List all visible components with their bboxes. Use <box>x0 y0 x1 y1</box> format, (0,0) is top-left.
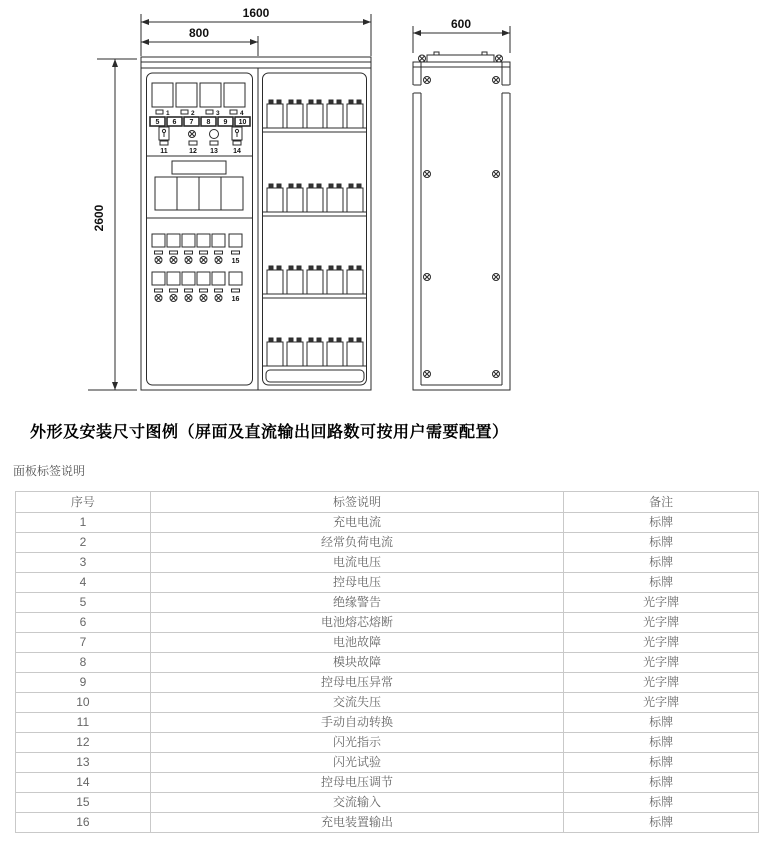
push-button-icon <box>210 130 219 139</box>
table-row <box>16 733 759 753</box>
cell-remark: 标牌 <box>564 573 759 593</box>
table-row <box>16 593 759 613</box>
battery-shelf-2 <box>263 184 366 216</box>
cell-label-description: 模块故障 <box>150 653 563 673</box>
cell-remark: 标牌 <box>564 533 759 553</box>
dim-800-label: 800 <box>188 26 210 40</box>
breaker-row-ac-input <box>152 234 242 265</box>
cell-label-description: 控母电压异常 <box>150 673 563 693</box>
table-row <box>16 813 759 833</box>
meter-1 <box>152 83 173 107</box>
cell-label-description: 手动自动转换 <box>150 713 563 733</box>
cell-remark: 光字牌 <box>564 653 759 673</box>
cell-remark: 标牌 <box>564 553 759 573</box>
svg-text:14: 14 <box>233 148 241 155</box>
cell-label-description: 充电电流 <box>150 513 563 533</box>
battery-bay <box>263 100 366 382</box>
svg-text:5: 5 <box>155 119 160 126</box>
svg-text:11: 11 <box>160 148 168 155</box>
cell-label-description: 经常负荷电流 <box>150 533 563 553</box>
cell-serial-number: 13 <box>16 753 151 773</box>
table-row <box>16 713 759 733</box>
cell-remark: 光字牌 <box>564 613 759 633</box>
cell-remark: 光字牌 <box>564 693 759 713</box>
instrument-panel <box>147 83 252 303</box>
table-row <box>16 793 759 813</box>
cell-label-description: 电池故障 <box>150 633 563 653</box>
cell-serial-number: 8 <box>16 653 151 673</box>
svg-text:8: 8 <box>206 119 211 126</box>
cell-serial-number: 4 <box>16 573 151 593</box>
side-cabinet-shell <box>412 62 511 390</box>
cell-remark: 光字牌 <box>564 593 759 613</box>
cell-label-description: 充电装置输出 <box>150 813 563 833</box>
cell-remark: 标牌 <box>564 733 759 753</box>
table-row <box>16 613 759 633</box>
dimension-side-depth <box>413 17 510 53</box>
front-view <box>88 6 371 390</box>
cell-serial-number: 16 <box>16 813 151 833</box>
meter-4 <box>224 83 245 107</box>
battery-bay-base <box>266 370 364 382</box>
cell-label-description: 控母电压 <box>150 573 563 593</box>
meter-2 <box>176 83 197 107</box>
cell-label-description: 电池熔芯熔断 <box>150 613 563 633</box>
svg-text:1: 1 <box>166 110 170 117</box>
svg-text:12: 12 <box>189 148 197 155</box>
cell-label-description: 闪光指示 <box>150 733 563 753</box>
cell-remark: 光字牌 <box>564 673 759 693</box>
table-row <box>16 673 759 693</box>
cell-serial-number: 5 <box>16 593 151 613</box>
dimension-front-width <box>141 6 371 56</box>
table-row <box>16 653 759 673</box>
cell-remark: 标牌 <box>564 813 759 833</box>
table-row <box>16 773 759 793</box>
indicator-lamp-icon <box>189 131 196 138</box>
cell-label-description: 绝缘警告 <box>150 593 563 613</box>
panel-label-table <box>15 491 759 833</box>
cell-remark: 标牌 <box>564 713 759 733</box>
cell-serial-number: 3 <box>16 553 151 573</box>
cell-remark: 光字牌 <box>564 633 759 653</box>
table-row <box>16 533 759 553</box>
cell-label-description: 交流失压 <box>150 693 563 713</box>
dimension-cabinet-height <box>88 59 137 390</box>
header-label-description: 标签说明 <box>150 492 563 513</box>
svg-text:13: 13 <box>210 148 218 155</box>
breaker-row-dc-output <box>152 272 242 303</box>
cell-serial-number: 15 <box>16 793 151 813</box>
svg-text:2: 2 <box>191 110 195 117</box>
cell-label-description: 电流电压 <box>150 553 563 573</box>
svg-text:10: 10 <box>238 119 247 126</box>
cell-serial-number: 1 <box>16 513 151 533</box>
cell-label-description: 控母电压调节 <box>150 773 563 793</box>
table-header-row <box>16 492 759 513</box>
cell-remark: 标牌 <box>564 513 759 533</box>
cell-serial-number: 12 <box>16 733 151 753</box>
cell-serial-number: 14 <box>16 773 151 793</box>
page-title: 外形及安装尺寸图例（屏面及直流输出回路数可按用户需要配置） <box>30 424 509 441</box>
table-row <box>16 573 759 593</box>
svg-text:16: 16 <box>231 296 240 303</box>
table-caption: 面板标签说明 <box>13 464 86 478</box>
header-remark: 备注 <box>564 492 759 513</box>
svg-text:7: 7 <box>189 119 194 126</box>
svg-text:6: 6 <box>172 119 177 126</box>
battery-shelf-4 <box>263 338 366 382</box>
cell-remark: 标牌 <box>564 753 759 773</box>
key-switch-icon <box>232 127 242 140</box>
cell-serial-number: 2 <box>16 533 151 553</box>
dim-600-label: 600 <box>450 17 472 31</box>
table-row <box>16 693 759 713</box>
table-row <box>16 753 759 773</box>
table-row <box>16 633 759 653</box>
cell-serial-number: 10 <box>16 693 151 713</box>
cell-remark: 标牌 <box>564 773 759 793</box>
table-row <box>16 553 759 573</box>
cell-serial-number: 6 <box>16 613 151 633</box>
svg-text:15: 15 <box>231 258 240 265</box>
cell-label-description: 交流输入 <box>150 793 563 813</box>
meter-3 <box>200 83 221 107</box>
svg-text:3: 3 <box>216 110 220 117</box>
svg-text:9: 9 <box>223 119 228 126</box>
lifting-bar <box>419 52 503 62</box>
cabinet-outline-drawing <box>0 0 540 412</box>
cell-serial-number: 9 <box>16 673 151 693</box>
cell-remark: 标牌 <box>564 793 759 813</box>
header-serial-number: 序号 <box>16 492 151 513</box>
key-switch-icon <box>159 127 169 140</box>
table-row <box>16 513 759 533</box>
battery-shelf-3 <box>263 266 366 298</box>
cell-serial-number: 11 <box>16 713 151 733</box>
dimension-left-bay-width <box>141 26 258 56</box>
display-label <box>172 161 226 174</box>
cell-label-description: 闪光试验 <box>150 753 563 773</box>
svg-text:4: 4 <box>240 110 244 117</box>
cell-serial-number: 7 <box>16 633 151 653</box>
battery-shelf-1 <box>263 100 366 132</box>
side-view <box>412 17 511 390</box>
dim-1600-label: 1600 <box>242 6 270 20</box>
mounting-screws <box>424 77 500 378</box>
dim-2600-label: 2600 <box>92 204 106 232</box>
